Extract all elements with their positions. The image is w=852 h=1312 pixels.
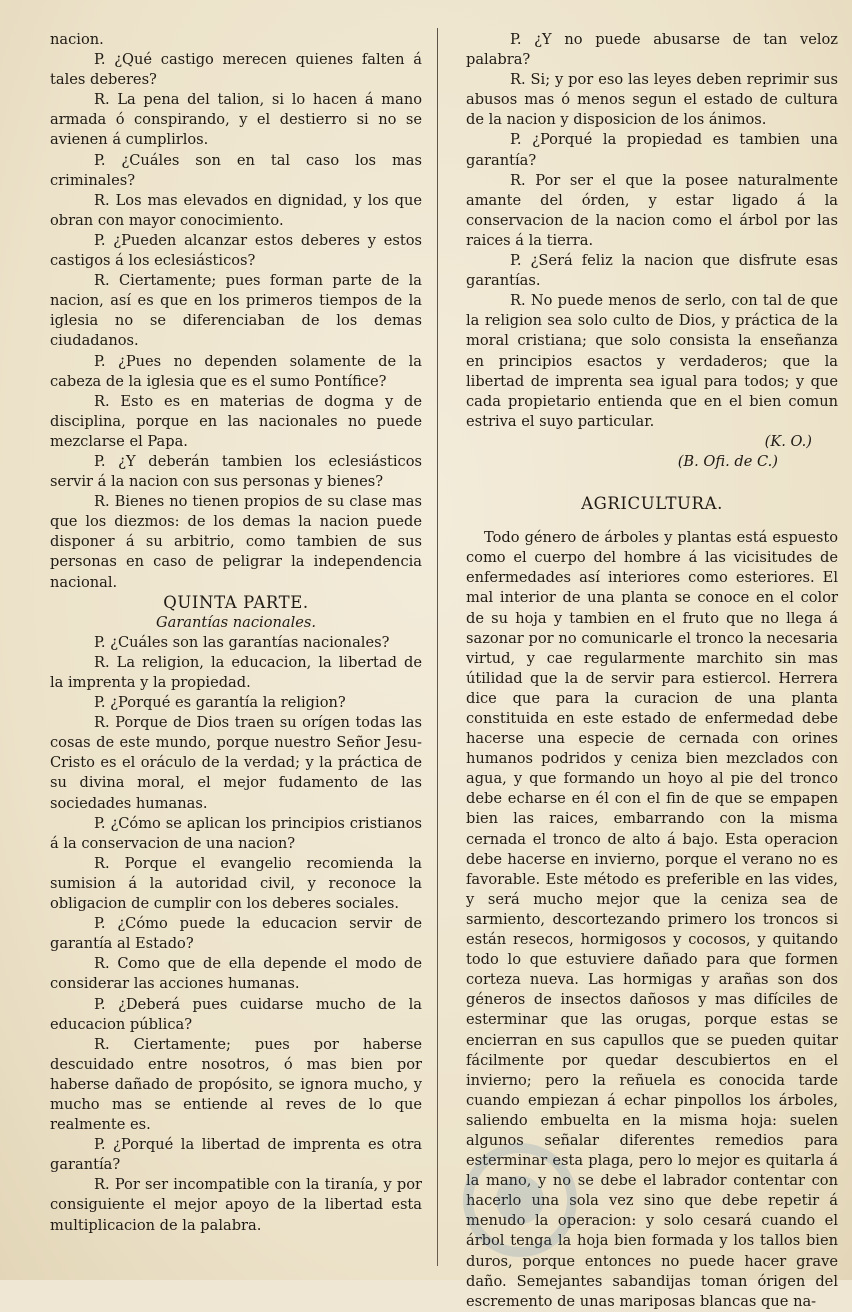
answer: R. Porque de Dios traen su orígen todas las cosas de este mundo, porque nuestro Señor Jesu-Cristo es el oráculo de la verdad; y la práctica de su divina moral, el mejor fudamento de las sociedades humanas. bbox=[50, 714, 422, 812]
question: P. ¿Cuáles son las garantías nacionales? bbox=[94, 633, 390, 651]
right-column bbox=[466, 30, 838, 1312]
section-title-quinta-parte: QUINTA PARTE. bbox=[163, 592, 309, 612]
question: P. ¿Pueden alcanzar estos deberes y estos castigos á los eclesiásticos? bbox=[50, 231, 422, 270]
article-body: Todo género de árboles y plantas está espuesto como el cuerpo del hombre á las vicisitudes de enfermedades así interiores como esteriores. El mal interior de una planta se conoce en el color de su hoja y tambien en el fruto que no llega á sazonar por no comunicarle el tronco la necesaria virtud, y cae regularmente marchito sin mas útilidad que la de servir para estiercol. Herrera dice que para la curacion de una planta constituida en este estado de enfermedad debe hacerse una especie de cernada con orines humanos podridos y ceniza bien mezclados con agua, y que formando un hoyo al pie del tronco debe echarse en él con el fin de que se empapen bien las raices, embarrando con la misma cernada el tronco de alto á bajo. Esta operacion debe hacerse en invierno, porque el verano no es favorable. Este método es preferible en las vides, y será mucho mejor que la ceniza sea de sarmiento, descortezando primero los troncos si están resecos, hormigosos y cocosos, y quitando todo lo que estuviere dañado para que formen corteza nueva. Las hormigas y arañas son dos géneros de insectos dañosos y mas difíciles de esterminar que las orugas, porque estas se encierran en sus capullos que se pueden quitar fácilmente por quedar descubiertos en el invierno; pero la reñuela es conocida tarde cuando empiezan á echar pinpollos los árboles, saliendo embuelta en la misma hoja: suelen algunos señalar diferentes remedios para esterminar esta plaga, pero lo mejor es quitarla á la mano, y no se debe el labrador contentar con hacerlo una sola vez sino que debe repetir á menudo la operacion: y solo cesará cuando el árbol tenga la hoja bien formada y los tallos bien duros, porque entonces no puede hacer grave daño. Semejantes sabandijas toman órigen del escremento de unas mariposas blancas que na- bbox=[466, 529, 838, 1310]
answer: R. Esto es en materias de dogma y de disciplina, porque en las nacionales no puede mezclarse el Papa. bbox=[50, 392, 422, 450]
section-subtitle: Garantías nacionales. bbox=[155, 613, 317, 631]
answer: R. Ciertamente; pues forman parte de la nacion, así es que en los primeros tiempos de la iglesia no se diferenciaban de los demas ciudadanos. bbox=[50, 272, 422, 350]
answer: R. La pena del talion, si lo hacen á mano armada ó conspirando, y el destierro si no se avienen á cumplirlos. bbox=[50, 91, 422, 149]
question: P. ¿Será feliz la nacion que disfrute esas garantías. bbox=[466, 252, 838, 290]
question: P. ¿Pues no dependen solamente de la cabeza de la iglesia que es el sumo Pontífice? bbox=[50, 352, 422, 390]
question: P. ¿Deberá pues cuidarse mucho de la educacion pública? bbox=[50, 995, 422, 1033]
question: P. ¿Porqué la propiedad es tambien una garantía? bbox=[466, 131, 838, 169]
question: P. ¿Cómo puede la educacion servir de garantía al Estado? bbox=[50, 915, 422, 953]
question: P. ¿Y deberán tambien los eclesiásticos servir á la nacion con sus personas y bienes? bbox=[50, 452, 422, 491]
question: P. ¿Cómo se aplican los principios cristianos á la conservacion de una nacion? bbox=[50, 814, 422, 852]
answer: R. Si; y por eso las leyes deben reprimir sus abusos mas ó menos segun el estado de cultura de la nacion y disposicion de los ánimos. bbox=[466, 71, 838, 129]
answer: R. Los mas elevados en dignidad, y los que obran con mayor conocimiento. bbox=[50, 191, 422, 229]
source-attribution: (B. Ofi. de C.) bbox=[677, 452, 778, 470]
continued-text: nacion. bbox=[50, 31, 104, 48]
answer: R. Por ser incompatible con la tiranía, y por consiguiente el mejor apoyo de la libertad esta multiplicacion de la palabra. bbox=[50, 1176, 422, 1234]
question: P. ¿Cuáles son en tal caso los mas criminales? bbox=[50, 151, 422, 189]
answer: R. La religion, la educacion, la libertad de la imprenta y la propiedad. bbox=[50, 653, 422, 691]
question: P. ¿Porqué la libertad de imprenta es otra garantía? bbox=[50, 1136, 422, 1174]
column-divider bbox=[437, 28, 438, 1266]
section-title-agricultura: AGRICULTURA. bbox=[581, 494, 723, 514]
answer: R. Bienes no tienen propios de su clase mas que los diezmos: de los demas la nacion puede disponer á su arbitrio, como tambien de sus personas en caso de peligrar la independencia nacional. bbox=[50, 493, 422, 591]
answer: R. Ciertamente; pues por haberse descuidado entre nosotros, ó mas bien por haberse dañado de propósito, se ignora mucho, y mucho mas se entiende al reves de lo que realmente es. bbox=[50, 1035, 422, 1134]
question: P. ¿Porqué es garantía la religion? bbox=[94, 694, 346, 712]
answer: R. Por ser el que la posee naturalmente amante del órden, y estar ligado á la conservacion de la nacion como el árbol por las raices á la tierra. bbox=[466, 171, 838, 249]
answer: R. Como que de ella depende el modo de considerar las acciones humanas. bbox=[50, 955, 422, 993]
answer: R. No puede menos de serlo, con tal de que la religion sea solo culto de Dios, y práctica de la moral cristiana; que solo consista la enseñanza en principios esactos y verdaderos; que la libertad de imprenta sea igual para todos; y que cada propietario entienda que en el bien comun estriva el suyo particular. bbox=[466, 292, 838, 430]
signature: (K. O.) bbox=[764, 432, 812, 450]
question: P. ¿Y no puede abusarse de tan veloz palabra? bbox=[466, 31, 838, 69]
question: P. ¿Qué castigo merecen quienes falten á tales deberes? bbox=[50, 51, 422, 89]
answer: R. Porque el evangelio recomienda la sumision á la autoridad civil, y reconoce la obligacion de cumplir con los deberes sociales. bbox=[50, 854, 422, 913]
left-column bbox=[50, 30, 422, 1236]
